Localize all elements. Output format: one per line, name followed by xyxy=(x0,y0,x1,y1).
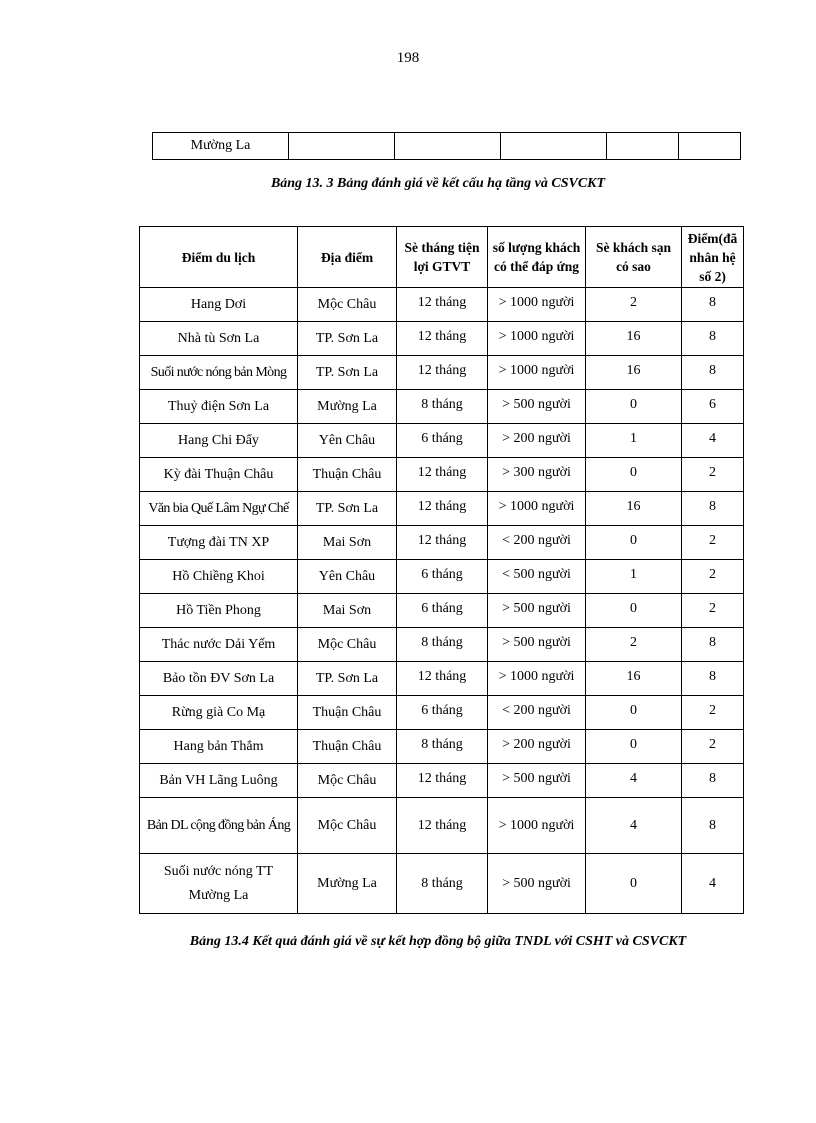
table-row xyxy=(140,458,744,492)
table-cell: 8 tháng xyxy=(397,730,488,764)
column-header: Địa điểm xyxy=(298,227,397,288)
table-cell: Thuận Châu xyxy=(298,696,397,730)
table-cell: Mường La xyxy=(153,133,289,160)
previous-table-continuation xyxy=(152,132,741,160)
table-cell: Mộc Châu xyxy=(298,288,397,322)
table-cell: 12 tháng xyxy=(397,526,488,560)
table-cell: 12 tháng xyxy=(397,458,488,492)
table-cell: 0 xyxy=(586,458,682,492)
table-cell: > 300 người xyxy=(488,458,586,492)
table-cell: 12 tháng xyxy=(397,322,488,356)
table-caption-13-3: Bảng 13. 3 Bảng đánh giá về kết cấu hạ tầng và CSVCKT xyxy=(270,176,606,191)
table-cell: > 1000 người xyxy=(488,798,586,854)
table-cell: Mai Sơn xyxy=(298,594,397,628)
table-cell xyxy=(501,133,607,160)
table-cell: > 200 người xyxy=(488,730,586,764)
table-cell: 12 tháng xyxy=(397,764,488,798)
table-row xyxy=(153,133,741,160)
table-cell: 12 tháng xyxy=(397,662,488,696)
table-cell: Mai Sơn xyxy=(298,526,397,560)
table-cell: < 500 người xyxy=(488,560,586,594)
table-cell: 0 xyxy=(586,594,682,628)
table-cell: > 500 người xyxy=(488,594,586,628)
table-cell: 4 xyxy=(682,424,744,458)
table-cell: 16 xyxy=(586,356,682,390)
table-cell: 0 xyxy=(586,854,682,914)
table-cell: 0 xyxy=(586,390,682,424)
table-cell: Hang bản Thẳm xyxy=(140,730,298,764)
table-cell: 12 tháng xyxy=(397,288,488,322)
table-cell: 8 xyxy=(682,322,744,356)
table-cell xyxy=(395,133,501,160)
table-cell: 12 tháng xyxy=(397,798,488,854)
table-cell: 4 xyxy=(586,798,682,854)
table-cell: > 500 người xyxy=(488,854,586,914)
table-cell: TP. Sơn La xyxy=(298,662,397,696)
table-row xyxy=(140,424,744,458)
table-row xyxy=(140,730,744,764)
table-cell: Văn bia Quế Lâm Ngự Chế xyxy=(140,492,298,526)
table-row xyxy=(140,492,744,526)
table-cell: Hồ Tiền Phong xyxy=(140,594,298,628)
table-cell: 8 tháng xyxy=(397,628,488,662)
table-cell: > 500 người xyxy=(488,390,586,424)
table-cell: 1 xyxy=(586,424,682,458)
page-number: 198 xyxy=(396,50,420,66)
table-cell: < 200 người xyxy=(488,526,586,560)
table-cell: > 500 người xyxy=(488,628,586,662)
column-header: số lượng khách có thể đáp ứng xyxy=(488,227,586,288)
table-cell xyxy=(679,133,741,160)
column-header: Sè tháng tiện lợi GTVT xyxy=(397,227,488,288)
table-row xyxy=(140,764,744,798)
table-cell: 8 xyxy=(682,628,744,662)
table-cell: Kỳ đài Thuận Châu xyxy=(140,458,298,492)
table-cell: 4 xyxy=(682,854,744,914)
table-cell: 6 tháng xyxy=(397,594,488,628)
table-row xyxy=(140,594,744,628)
table-row xyxy=(140,696,744,730)
table-cell: 1 xyxy=(586,560,682,594)
table-cell xyxy=(289,133,395,160)
table-cell: 12 tháng xyxy=(397,492,488,526)
table-cell: 4 xyxy=(586,764,682,798)
table-row xyxy=(140,356,744,390)
table-row xyxy=(140,390,744,424)
table-cell: TP. Sơn La xyxy=(298,356,397,390)
table-cell: 2 xyxy=(682,560,744,594)
table-cell: 6 xyxy=(682,390,744,424)
table-cell: 2 xyxy=(682,696,744,730)
table-cell: 0 xyxy=(586,696,682,730)
table-cell: 12 tháng xyxy=(397,356,488,390)
table-cell: 2 xyxy=(586,288,682,322)
table-row xyxy=(140,526,744,560)
table-row xyxy=(140,662,744,696)
table-cell: 8 xyxy=(682,492,744,526)
table-cell: 8 tháng xyxy=(397,854,488,914)
table-row xyxy=(140,798,744,854)
table-cell: 8 xyxy=(682,798,744,854)
column-header: Sè khách sạn có sao xyxy=(586,227,682,288)
table-cell: Mường La xyxy=(298,854,397,914)
table-cell: Yên Châu xyxy=(298,424,397,458)
table-cell: Bản DL cộng đồng bản Áng xyxy=(140,798,298,854)
table-cell: Bảo tồn ĐV Sơn La xyxy=(140,662,298,696)
table-cell: Nhà tù Sơn La xyxy=(140,322,298,356)
table-cell: 6 tháng xyxy=(397,696,488,730)
table-cell: TP. Sơn La xyxy=(298,492,397,526)
table-cell: 8 xyxy=(682,288,744,322)
table-cell: 6 tháng xyxy=(397,560,488,594)
table-row xyxy=(140,288,744,322)
table-cell: Hang Dơi xyxy=(140,288,298,322)
table-cell: Hồ Chiềng Khoi xyxy=(140,560,298,594)
table-cell: 2 xyxy=(682,594,744,628)
table-cell: > 200 người xyxy=(488,424,586,458)
table-cell: Mộc Châu xyxy=(298,764,397,798)
table-cell: > 1000 người xyxy=(488,288,586,322)
table-cell: 2 xyxy=(682,730,744,764)
column-header: Điểm du lịch xyxy=(140,227,298,288)
table-cell: Suối nước nóng bản Mòng xyxy=(140,356,298,390)
table-cell: 8 xyxy=(682,356,744,390)
table-cell: 2 xyxy=(682,458,744,492)
table-cell: 2 xyxy=(586,628,682,662)
table-cell: Yên Châu xyxy=(298,560,397,594)
table-cell: 8 xyxy=(682,764,744,798)
table-cell: Tượng đài TN XP xyxy=(140,526,298,560)
table-cell: > 1000 người xyxy=(488,492,586,526)
table-cell: Mường La xyxy=(298,390,397,424)
table-cell xyxy=(607,133,679,160)
table-cell: 16 xyxy=(586,662,682,696)
table-cell: 8 tháng xyxy=(397,390,488,424)
table-caption-13-4: Bảng 13.4 Kết quả đánh giá về sự kết hợp đồng bộ giữa TNDL với CSHT và CSVCKT xyxy=(189,934,687,949)
table-cell: 6 tháng xyxy=(397,424,488,458)
table-row xyxy=(140,628,744,662)
table-cell: Bản VH Lãng Luông xyxy=(140,764,298,798)
table-cell: Mộc Châu xyxy=(298,628,397,662)
table-cell: TP. Sơn La xyxy=(298,322,397,356)
table-cell: 0 xyxy=(586,526,682,560)
table-cell: 2 xyxy=(682,526,744,560)
evaluation-table xyxy=(139,226,744,914)
table-cell: Thuận Châu xyxy=(298,458,397,492)
table-row xyxy=(140,560,744,594)
table-cell: Thuỷ điện Sơn La xyxy=(140,390,298,424)
table-cell: Suối nước nóng TT Mường La xyxy=(140,854,298,914)
table-cell: Mộc Châu xyxy=(298,798,397,854)
table-header-row xyxy=(140,227,744,288)
table-cell: 16 xyxy=(586,492,682,526)
table-cell: Rừng già Co Mạ xyxy=(140,696,298,730)
table-cell: 16 xyxy=(586,322,682,356)
column-header: Điểm(đã nhân hệ số 2) xyxy=(682,227,744,288)
table-cell: > 1000 người xyxy=(488,356,586,390)
table-cell: < 200 người xyxy=(488,696,586,730)
table-row xyxy=(140,854,744,914)
table-body xyxy=(140,288,744,914)
table-cell: > 1000 người xyxy=(488,662,586,696)
table-cell: Thác nước Dải Yếm xyxy=(140,628,298,662)
table-cell: Hang Chi Đẩy xyxy=(140,424,298,458)
table-cell: Thuận Châu xyxy=(298,730,397,764)
table-row xyxy=(140,322,744,356)
table-cell: > 500 người xyxy=(488,764,586,798)
table-cell: 0 xyxy=(586,730,682,764)
table-cell: 8 xyxy=(682,662,744,696)
table-cell: > 1000 người xyxy=(488,322,586,356)
